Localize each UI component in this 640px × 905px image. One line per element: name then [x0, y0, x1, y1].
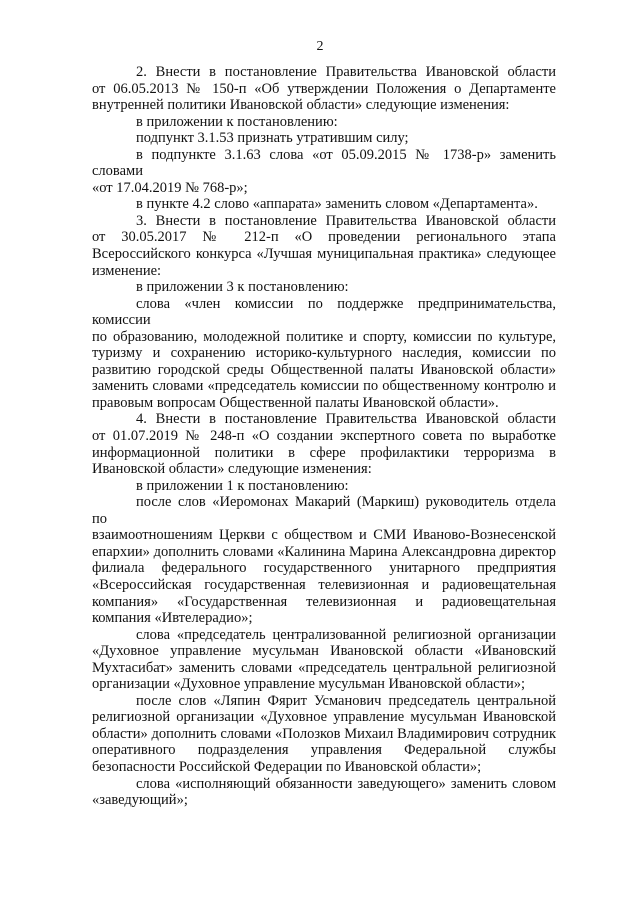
paragraph-11-line-1: после слов «Иеромонах Макарий (Маркиш) руководитель отдела по — [92, 494, 556, 527]
paragraph-11-line-6: компания» «Государственная телевизионная и радиовещательная — [92, 593, 556, 610]
paragraph-1-line-2: от 06.05.2013 № 150-п «Об утверждении Положения о Департаменте — [92, 80, 556, 97]
paragraph-11-line-2: взаимоотношениям Церкви с обществом и СМИ Иваново-Вознесенской — [92, 527, 556, 544]
paragraph-8-line-5: заменить словами «председатель комиссии по общественному контролю и — [92, 378, 556, 395]
paragraph-12-line-2: «Духовное управление мусульман Ивановской области «Ивановский — [92, 643, 556, 660]
paragraph-2-line-1: в приложении к постановлению: — [136, 113, 338, 130]
paragraph-1-line-3: внутренней политики Ивановской области» следующие изменения: — [92, 97, 510, 114]
paragraph-12-line-1: слова «председатель централизованной религиозной организации — [136, 626, 556, 643]
paragraph-8-line-6: правовым вопросам Общественной палаты Ивановской области». — [92, 394, 499, 411]
paragraph-6-line-3: Всероссийского конкурса «Лучшая муниципальная практика» следующее — [92, 246, 556, 263]
paragraph-14-line-2: «заведующий»; — [92, 792, 188, 809]
document-body — [92, 64, 556, 809]
paragraph-1-line-1: 2. Внести в постановление Правительства Ивановской области — [136, 64, 556, 80]
page-number: 2 — [316, 39, 324, 54]
paragraph-11-line-5: «Всероссийская государственная телевизионная и радиовещательная — [92, 576, 556, 593]
paragraph-13-line-1: после слов «Ляпин Фярит Усманович председатель центральной — [136, 692, 556, 709]
paragraph-9-line-1: 4. Внести в постановление Правительства Ивановской области — [136, 411, 556, 428]
paragraph-11-line-7: компания «Ивтелерадио»; — [92, 610, 253, 627]
paragraph-5-line-1: в пункте 4.2 слово «аппарата» заменить словом «Департамента». — [136, 196, 538, 213]
paragraph-13-line-3: области» дополнить словами «Полозков Михаил Владимирович сотрудник — [92, 725, 556, 742]
paragraph-10-line-1: в приложении 1 к постановлению: — [136, 477, 349, 494]
paragraph-8-line-3: туризму и сохранению историко-культурного наследия, комиссии по — [92, 345, 556, 362]
paragraph-13-line-2: религиозной организации «Духовное управление мусульман Ивановской — [92, 709, 556, 726]
paragraph-3-line-1: подпункт 3.1.53 признать утратившим силу; — [136, 130, 409, 147]
paragraph-12-line-4: организации «Духовное управление мусульман Ивановской области»; — [92, 676, 525, 693]
paragraph-9-line-2: от 01.07.2019 № 248-п «О создании экспертного совета по выработке — [92, 428, 556, 445]
paragraph-9-line-3: информационной политики в сфере профилактики терроризма в — [92, 444, 556, 461]
paragraph-13-line-5: безопасности Российской Федерации по Ивановской области»; — [92, 758, 482, 775]
paragraph-11-line-4: филиала федерального государственного унитарного предприятия — [92, 560, 556, 577]
paragraph-6-line-1: 3. Внести в постановление Правительства Ивановской области — [136, 212, 556, 229]
paragraph-13-line-4: оперативного подразделения управления Федеральной службы — [92, 742, 556, 759]
paragraph-8-line-4: развитию городской среды Общественной палаты Ивановской области» — [92, 361, 556, 378]
paragraph-9-line-4: Ивановской области» следующие изменения: — [92, 461, 372, 478]
paragraph-12-line-3: Мухтасибат» заменить словами «председатель центральной религиозной — [92, 659, 556, 676]
paragraph-4-line-2: «от 17.04.2019 № 768-р»; — [92, 179, 248, 196]
paragraph-14-line-1: слова «исполняющий обязанности заведующего» заменить словом — [136, 775, 556, 792]
paragraph-4-line-1: в подпункте 3.1.63 слова «от 05.09.2015 № 1738-р» заменить словами — [92, 146, 556, 180]
paragraph-8-line-1: слова «член комиссии по поддержке предпринимательства, комиссии — [92, 295, 556, 329]
paragraph-6-line-2: от 30.05.2017 № 212-п «О проведении регионального этапа — [92, 229, 556, 246]
paragraph-7-line-1: в приложении 3 к постановлению: — [136, 279, 349, 296]
paragraph-8-line-2: по образованию, молодежной политике и спорту, комиссии по культуре, — [92, 328, 556, 345]
paragraph-6-line-4: изменение: — [92, 262, 162, 279]
paragraph-11-line-3: епархии» дополнить словами «Калинина Марина Александровна директор — [92, 543, 556, 560]
